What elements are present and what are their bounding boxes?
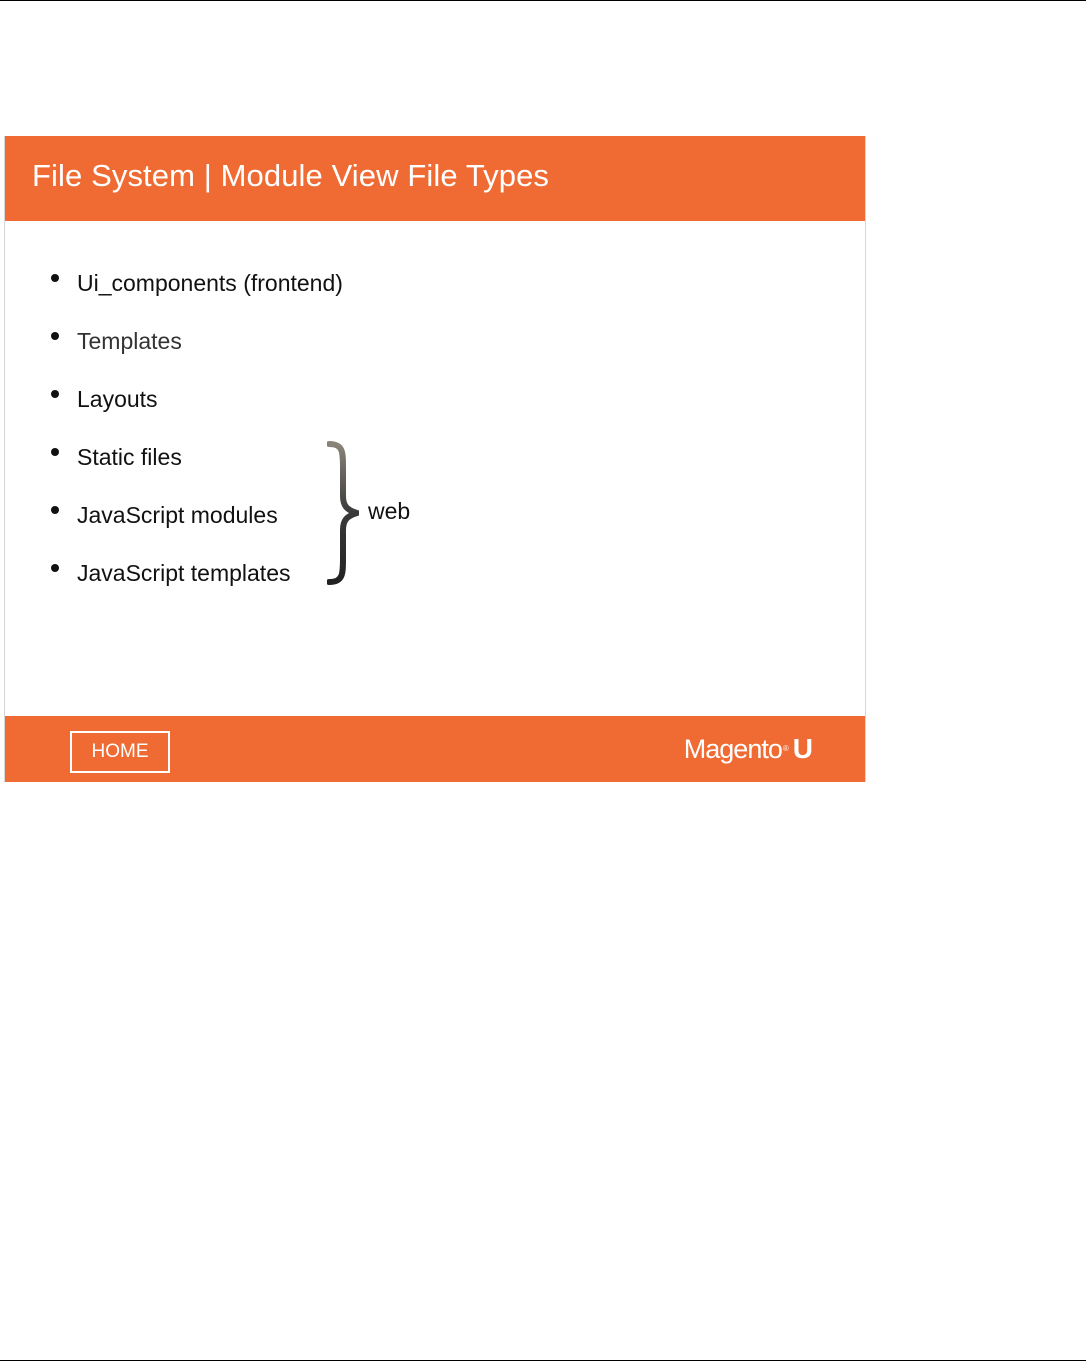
- slide: [4, 136, 866, 782]
- list-item-text: Templates: [77, 328, 182, 354]
- list-item-text: Static files: [77, 444, 182, 470]
- list-item-text: JavaScript modules: [77, 502, 278, 528]
- bullet-icon: [51, 564, 59, 572]
- bullet-icon: [51, 390, 59, 398]
- bullet-icon: [51, 506, 59, 514]
- page-top-rule: [0, 0, 1086, 1]
- logo-registered-mark: ®: [782, 744, 789, 753]
- home-button[interactable]: HOME: [70, 731, 170, 773]
- bullet-icon: [51, 274, 59, 282]
- slide-title: File System | Module View File Types: [32, 158, 550, 193]
- curly-brace-icon: [327, 440, 359, 586]
- magento-u-logo: [684, 733, 813, 770]
- list-item-text: JavaScript templates: [77, 560, 291, 586]
- slide-header: [5, 136, 865, 221]
- list-item-text: Ui_components (frontend): [77, 270, 343, 296]
- brace-label: web: [368, 498, 411, 524]
- list-item-text: Layouts: [77, 386, 158, 412]
- page-bottom-rule: [0, 1360, 1086, 1361]
- bullet-icon: [51, 448, 59, 456]
- slide-footer: [5, 716, 865, 782]
- logo-name: Magento: [683, 734, 782, 764]
- logo-suffix: U: [792, 733, 813, 764]
- bullet-icon: [51, 332, 59, 340]
